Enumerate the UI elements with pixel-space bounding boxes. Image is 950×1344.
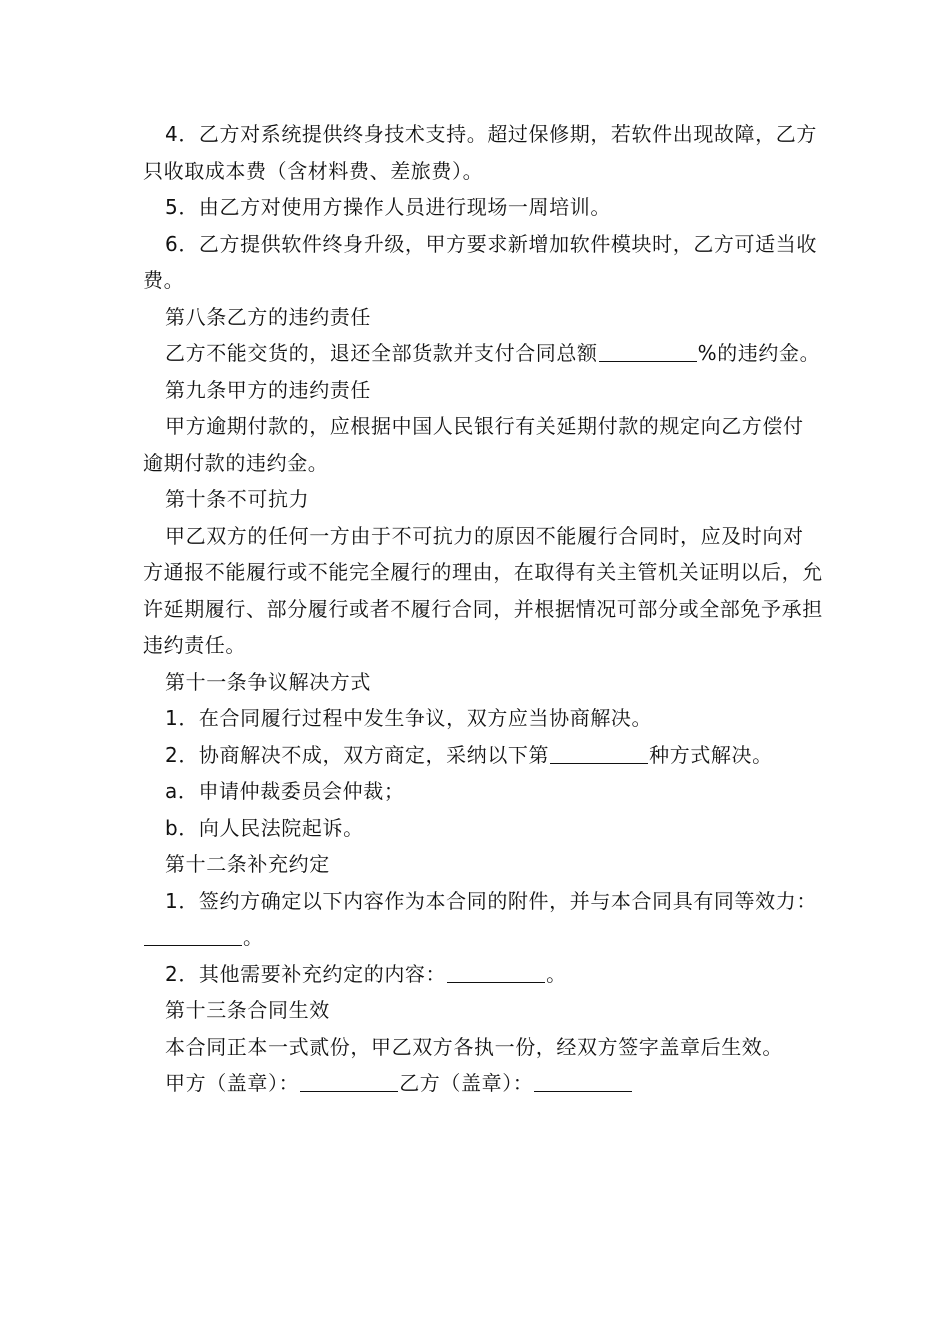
clause-late-payment <box>143 408 823 481</box>
party-b-seal-label: 乙方（盖章）： <box>399 1071 534 1095</box>
heading-text: 第十一条争议解决方式 <box>165 669 371 694</box>
article-10-heading <box>143 481 823 518</box>
clause-arbitration <box>143 773 823 810</box>
article-9-heading <box>143 372 823 409</box>
clause-text: 1．签约方确定以下内容作为本合同的附件，并与本合同具有同等效力： <box>165 888 817 913</box>
clause-text: 4．乙方对系统提供终身技术支持。超过保修期，若软件出现故障，乙方只收取成本费（含材料费、差旅费）。 <box>143 122 817 183</box>
article-13-heading <box>143 992 823 1029</box>
fill-in-blank[interactable] <box>599 341 697 362</box>
clause-text: b．向人民法院起诉。 <box>165 815 364 840</box>
clause-attachments <box>143 883 823 956</box>
clause-text: 1．在合同履行过程中发生争议，双方应当协商解决。 <box>165 706 653 730</box>
fill-in-blank[interactable] <box>144 925 242 946</box>
clause-text: 甲乙双方的任何一方由于不可抗力的原因不能履行合同时，应及时向对方通报不能履行或不能完全履行的理由，在取得有关主管机关证明以后，允许延期履行、部分履行或者不履行合同，并根据情况可部分或全部免予承担违约责任。 <box>143 523 823 657</box>
clause-force-majeure <box>143 518 823 664</box>
heading-text: 第八条乙方的违约责任 <box>165 304 371 329</box>
clause-text: 。 <box>243 925 264 949</box>
article-12-heading <box>143 846 823 883</box>
clause-text: 种方式解决。 <box>649 742 773 767</box>
article-11-heading <box>143 664 823 701</box>
contract-page <box>143 116 823 1102</box>
clause-text: 乙方不能交货的，退还全部货款并支付合同总额 <box>165 341 598 365</box>
heading-text: 第九条甲方的违约责任 <box>165 377 371 402</box>
heading-text: 第十二条补充约定 <box>165 852 330 876</box>
clause-text: %的违约金。 <box>697 341 821 365</box>
clause-negotiation <box>143 700 823 737</box>
clause-other-supplements <box>143 956 823 993</box>
clause-tech-support <box>143 116 823 189</box>
fill-in-blank[interactable] <box>447 962 545 983</box>
clause-upgrade <box>143 226 823 299</box>
clause-text: 5．由乙方对使用方操作人员进行现场一周培训。 <box>165 195 611 219</box>
party-b-seal-blank[interactable] <box>534 1071 632 1092</box>
fill-in-blank[interactable] <box>550 743 648 764</box>
party-a-seal-label: 甲方（盖章）： <box>165 1071 300 1095</box>
clause-text: 2．其他需要补充约定的内容： <box>165 961 447 986</box>
heading-text: 第十三条合同生效 <box>165 998 330 1022</box>
clause-text: 6．乙方提供软件终身升级，甲方要求新增加软件模块时，乙方可适当收费。 <box>143 231 817 292</box>
signature-line <box>143 1065 823 1102</box>
clause-training <box>143 189 823 226</box>
clause-lawsuit <box>143 810 823 847</box>
clause-text: 本合同正本一式贰份，甲乙双方各执一份，经双方签字盖章后生效。 <box>165 1034 783 1059</box>
clause-text: 。 <box>546 961 567 986</box>
clause-text: 甲方逾期付款的，应根据中国人民银行有关延期付款的规定向乙方偿付逾期付款的违约金。 <box>143 414 804 475</box>
clause-text: a．申请仲裁委员会仲裁； <box>165 779 405 803</box>
clause-delivery-breach <box>143 335 823 372</box>
clause-effectiveness <box>143 1029 823 1066</box>
clause-resolution-method <box>143 737 823 774</box>
article-8-heading <box>143 299 823 336</box>
party-a-seal-blank[interactable] <box>300 1071 398 1092</box>
clause-text: 2．协商解决不成，双方商定，采纳以下第 <box>165 742 550 767</box>
heading-text: 第十条不可抗力 <box>165 487 310 511</box>
